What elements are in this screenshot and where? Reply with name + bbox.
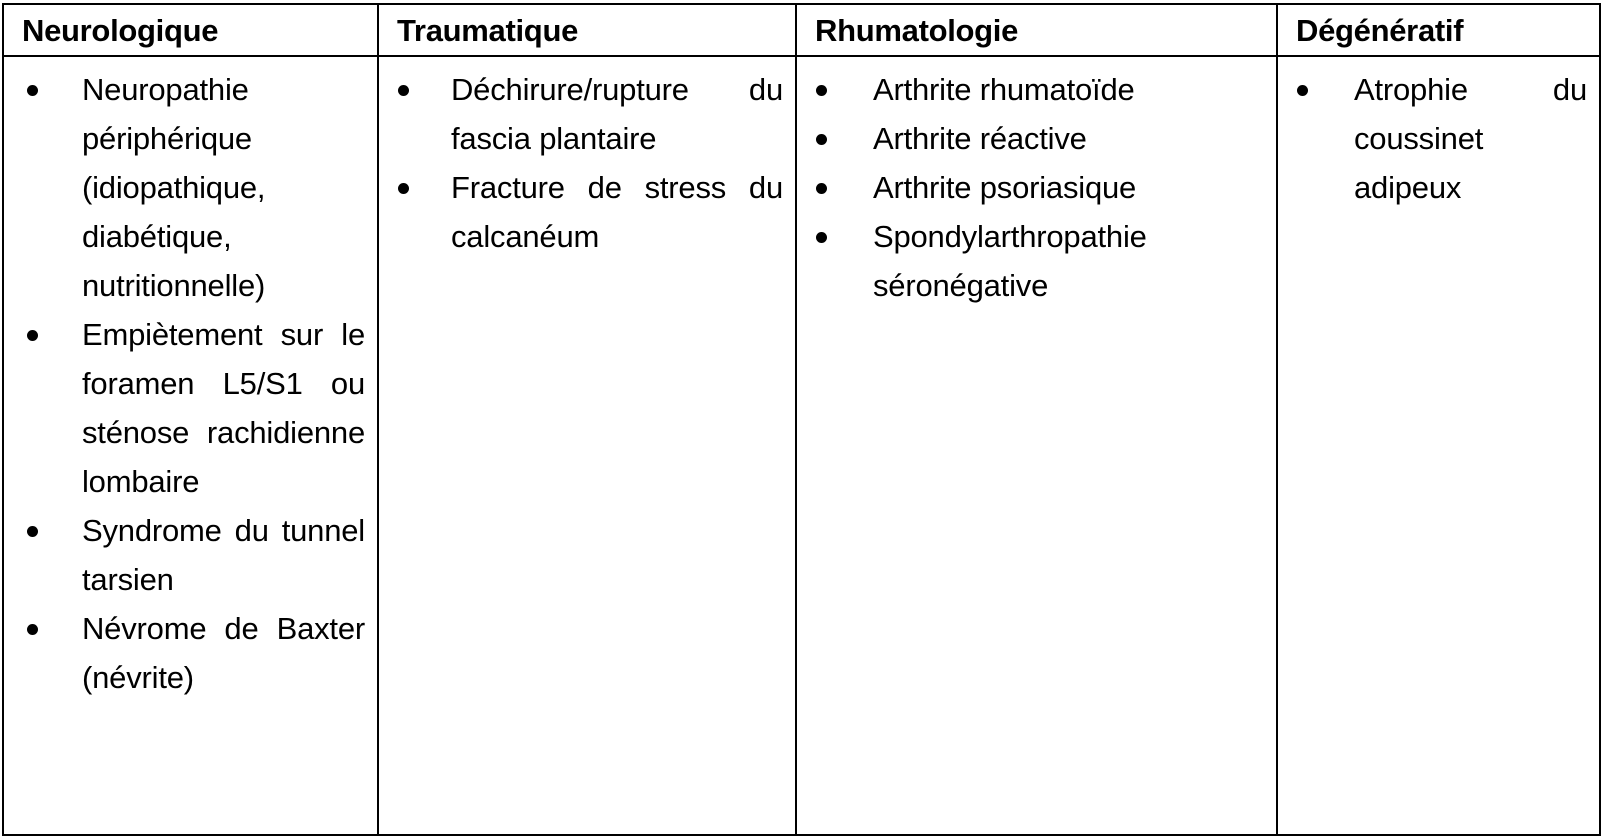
list-item xyxy=(1278,65,1587,212)
list-item-text: Syndrome du tunnel tarsien xyxy=(82,513,365,597)
list-item xyxy=(797,114,1264,163)
list-item-text: Empiètement sur le foramen L5/S1 ou sténose rachidienne lombaire xyxy=(82,317,365,499)
list-item-text: Déchirure/rupture du fascia plantaire xyxy=(451,72,783,156)
bullet-icon xyxy=(24,604,44,653)
list-item xyxy=(379,163,783,261)
bullet-icon xyxy=(813,65,833,114)
list-item-text: Arthrite psoriasique xyxy=(873,170,1137,205)
header-traumatique: Traumatique xyxy=(378,4,796,56)
neurologique-list xyxy=(4,65,365,702)
list-item-text: Fracture de stress du calcanéum xyxy=(451,170,783,254)
list-item-text: Arthrite rhumatoïde xyxy=(873,72,1135,107)
list-item xyxy=(797,212,1264,310)
list-item xyxy=(4,604,365,702)
list-item xyxy=(4,310,365,506)
list-item xyxy=(4,65,365,310)
cell-degeneratif xyxy=(1277,56,1600,835)
list-item-text: Neuropathie périphérique (idiopathique, diabétique, nutritionnelle) xyxy=(82,72,266,303)
list-item xyxy=(797,163,1264,212)
bullet-icon xyxy=(1294,65,1314,114)
header-row xyxy=(3,4,1600,56)
body-row xyxy=(3,56,1600,835)
header-degeneratif: Dégénératif xyxy=(1277,4,1600,56)
header-neurologique: Neurologique xyxy=(3,4,378,56)
list-item xyxy=(379,65,783,163)
cell-neurologique xyxy=(3,56,378,835)
bullet-icon xyxy=(24,65,44,114)
bullet-icon xyxy=(813,163,833,212)
cell-rhumatologie xyxy=(796,56,1277,835)
list-item-text: Névrome de Baxter (névrite) xyxy=(82,611,365,695)
header-rhumatologie: Rhumatologie xyxy=(796,4,1277,56)
bullet-icon xyxy=(24,310,44,359)
differential-diagnosis-table xyxy=(2,3,1601,836)
traumatique-list xyxy=(379,65,783,261)
list-item xyxy=(797,65,1264,114)
degeneratif-list xyxy=(1278,65,1587,212)
cell-traumatique xyxy=(378,56,796,835)
rhumatologie-list xyxy=(797,65,1264,310)
list-item xyxy=(4,506,365,604)
bullet-icon xyxy=(24,506,44,555)
list-item-text: Spondylarthropathie séronégative xyxy=(873,219,1147,303)
bullet-icon xyxy=(395,65,415,114)
bullet-icon xyxy=(395,163,415,212)
bullet-icon xyxy=(813,212,833,261)
list-item-text: Arthrite réactive xyxy=(873,121,1087,156)
list-item-text: Atrophie du coussinet adipeux xyxy=(1354,72,1587,205)
bullet-icon xyxy=(813,114,833,163)
